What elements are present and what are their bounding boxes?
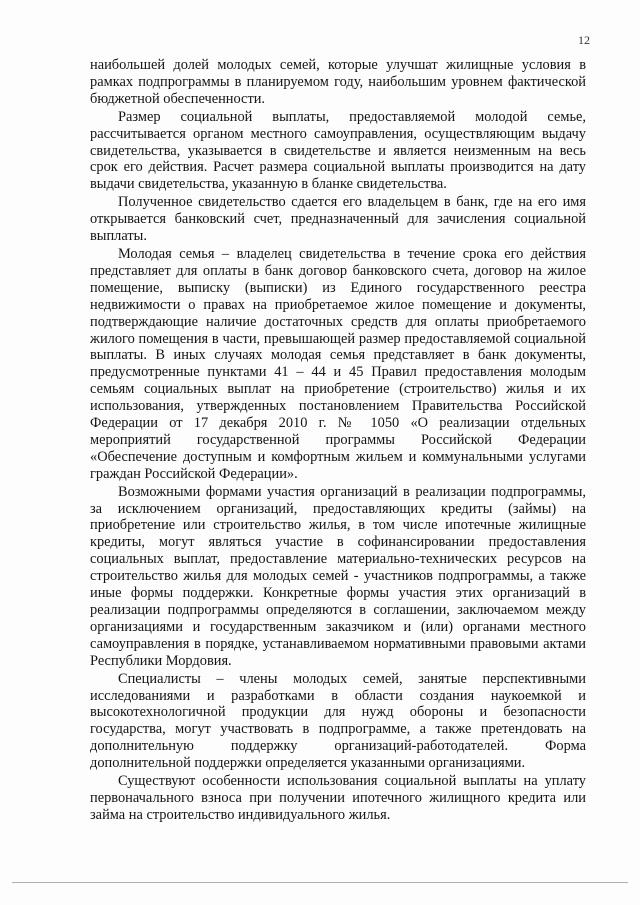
paragraph-specialists: Специалисты – члены молодых семей, занятые перспективными исследованиями и разработками в области создания наукоемкой и высокотехнологичной продукции для нужд обороны и безопасности государства, могут участвовать в подпрограмме, а также претендовать на дополнительную поддержку организаций-работодателей. Форма дополнительной поддержки определяется указанными организациями.: [90, 670, 586, 772]
scan-edge-line: [12, 882, 628, 883]
paragraph-organization-participation: Возможными формами участия организаций в реализации подпрограммы, за исключением организаций, предоставляющих кредиты (займы) на приобретение или строительство жилья, в том числе ипотечные жилищные кредиты, могут являться участие в софинансировании предоставления социальных выплат, предоставление материально-технических ресурсов на строительство жилья для молодых семей - участников подпрограммы, а также иные формы поддержки. Конкретные формы участия этих организаций в реализации подпрограммы определяются в соглашении, заключаемом между организациями и государственным заказчиком и (или) органами местного самоуправления в порядке, устанавливаемом нормативными правовыми актами Республики Мордовия.: [90, 483, 586, 669]
paragraph-certificate-bank: Полученное свидетельство сдается его владельцем в банк, где на его имя открывается банковский счет, предназначенный для зачисления социальной выплаты.: [90, 194, 586, 245]
page-number: 12: [578, 33, 590, 47]
paragraph-payment-size: Размер социальной выплаты, предоставляемой молодой семье, рассчитывается органом местного самоуправления, осуществляющим выдачу свидетельства, указывается в свидетельстве и является неизменным на весь срок его действия. Расчет размера социальной выплаты производится на дату выдачи свидетельства, указанную в бланке свидетельства.: [90, 108, 586, 193]
paragraph-family-documents: Молодая семья – владелец свидетельства в течение срока его действия представляет для оплаты в банк договор банковского счета, договор на жилое помещение, выписку (выписки) из Единого государственного реестра недвижимости о правах на приобретаемое жилое помещение и документы, подтверждающие наличие достаточных средств для оплаты приобретаемого жилого помещения в части, превышающей размер предоставляемой социальной выплаты. В иных случаях молодая семья представляет в банк документы, предусмотренные пунктами 41 – 44 и 45 Правил предоставления молодым семьям социальных выплат на приобретение (строительство) жилья и их использования, утвержденных постановлением Правительства Российской Федерации от 17 декабря 2010 г. № 1050 «О реализации отдельных мероприятий государственной программы Российской Федерации «Обеспечение доступным и комфортным жильем и коммунальными услугами граждан Российской Федерации».: [90, 245, 586, 482]
paragraph-continuation: наибольшей долей молодых семей, которые улучшат жилищные условия в рамках подпрограммы в планируемом году, наибольшим уровнем фактической бюджетной обеспеченности.: [90, 57, 586, 107]
paragraph-mortgage-features: Существуют особенности использования социальной выплаты на уплату первоначального взноса при получении ипотечного жилищного кредита или займа на строительство индивидуального жилья.: [90, 773, 586, 823]
document-body: [90, 57, 586, 825]
